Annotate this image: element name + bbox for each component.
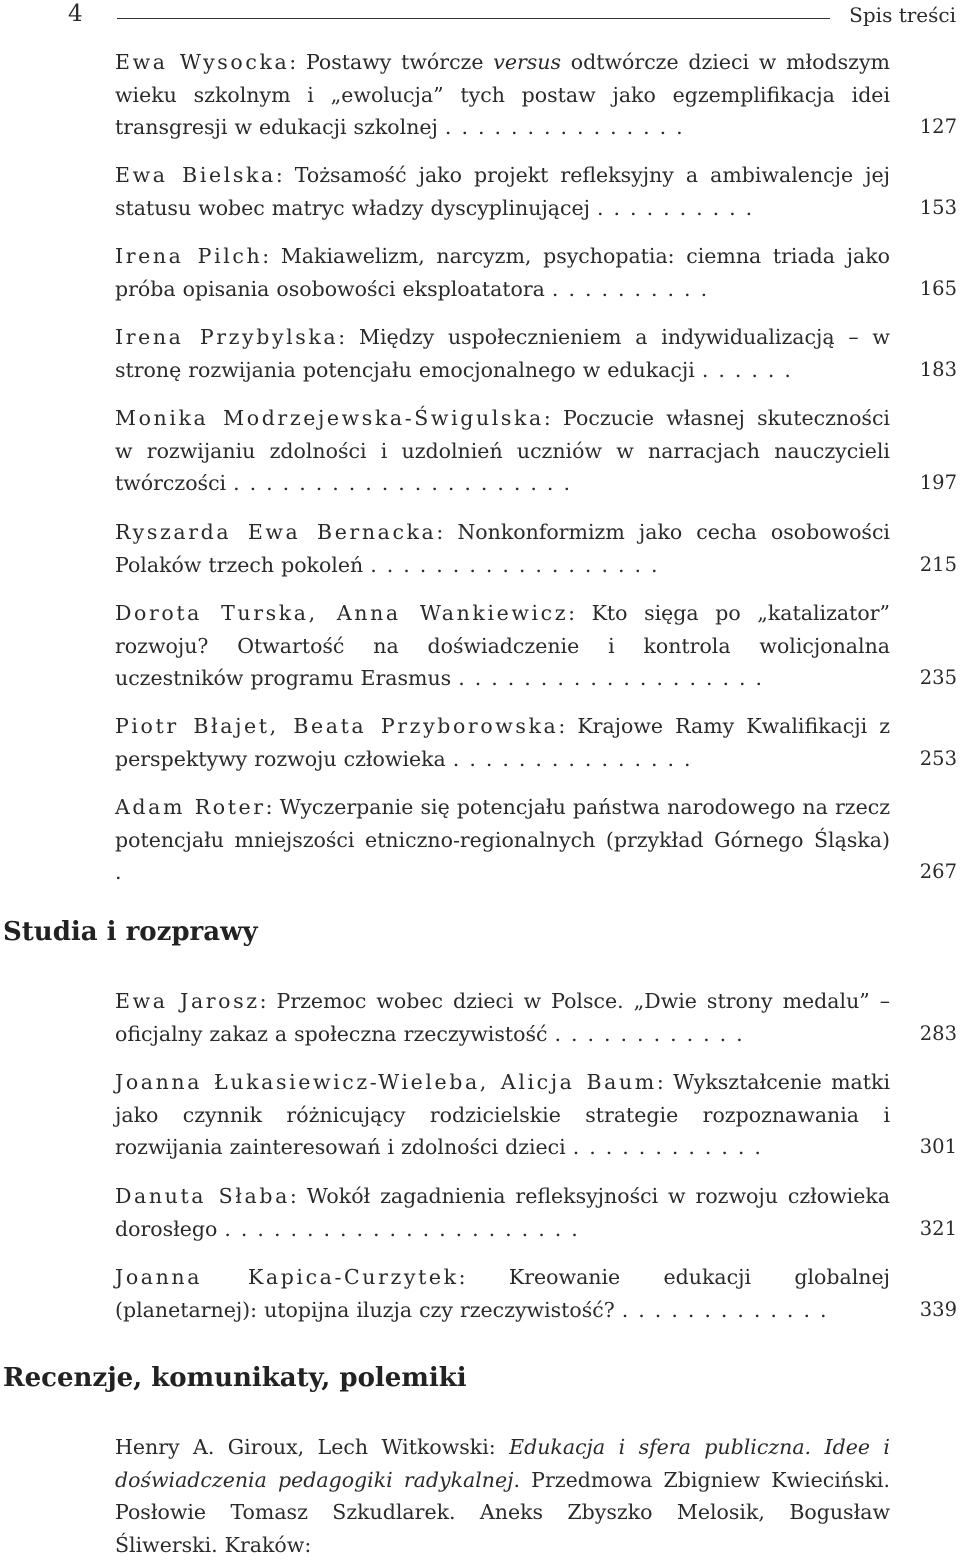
toc-entry xyxy=(115,1180,957,1245)
review-text: Henry A. Giroux, Lech Witkowski: Edukacja i sfera publiczna. Idee i doświadczenia pedagogiki radykalnej. Przedmowa Zbigniew Kwieciński. Posłowie Tomasz Szkudlarek. Aneks Zbyszko Melosik, Bogusław Śliwerski. Kraków: xyxy=(115,1435,890,1557)
toc-entry xyxy=(115,159,957,224)
page-header xyxy=(0,0,960,40)
toc-entry-title: : Przemoc wobec dzieci w Polsce. „Dwie strony medalu” – oficjalny zakaz a społeczna rzeczywistość xyxy=(115,989,890,1046)
toc-entry-title: : Tożsamość jako projekt refleksyjny a ambiwalencje jej statusu wobec matryc władzy dyscyplinującej xyxy=(115,163,890,220)
toc-leader-dots: ............. xyxy=(621,1297,837,1322)
toc-entry-page: 267 xyxy=(919,860,957,883)
toc-entry-text xyxy=(115,1261,890,1326)
toc-entry-authors: Irena Pilch xyxy=(115,244,263,268)
toc-entry-text xyxy=(115,321,890,386)
toc-entry-authors: Ewa Jarosz xyxy=(115,989,260,1013)
toc-leader-dots: ............... xyxy=(452,746,701,771)
toc-entry-authors: Ewa Bielska xyxy=(115,163,276,187)
toc-entry-text xyxy=(115,159,890,224)
toc-entry-authors: Adam Roter xyxy=(115,795,266,819)
toc-entry xyxy=(115,240,957,305)
toc-entry-text xyxy=(115,710,890,775)
toc-entry xyxy=(115,791,957,889)
toc-leader-dots: ............... xyxy=(444,115,693,139)
toc-leader-dots: ................... xyxy=(458,666,773,690)
toc-leader-dots: .......... xyxy=(551,276,718,301)
toc-entry-authors: Danuta Słaba xyxy=(115,1184,290,1208)
toc-entry-page: 253 xyxy=(919,746,957,770)
toc-entry-page: 283 xyxy=(919,1021,957,1045)
toc-entry-title: : Wyczerpanie się potencjału państwa narodowego na rzecz potencjału mniejszości etniczno-regionalnych (przykład Górnego Śląska) xyxy=(115,795,890,852)
toc-entry-text xyxy=(115,46,890,144)
toc-entry-title: : Kreowanie edukacji globalnej (planetarnej): utopijna iluzja czy rzeczywistość? xyxy=(115,1265,890,1322)
toc-entry xyxy=(115,985,957,1050)
toc-entry-text xyxy=(115,402,890,500)
toc-entry-title: : Wykształcenie matki jako czynnik różnicujący rodzicielskie strategie rozpoznawania i rozwijania zainteresowań i zdolności dzieci xyxy=(115,1070,890,1159)
toc-entry-page: 235 xyxy=(919,666,957,689)
toc-entry-text xyxy=(115,1180,890,1245)
toc-entry-authors: Ewa Wysocka xyxy=(115,50,290,74)
page-number: 4 xyxy=(68,1,83,27)
toc-entry xyxy=(115,46,957,144)
review-entry xyxy=(115,1431,957,1561)
toc-entry-page: 339 xyxy=(919,1297,957,1321)
toc-leader-dots: ...... xyxy=(701,357,801,382)
toc-entry-title: : Między uspołecznieniem a indywidualizacją – w stronę rozwijania potencjału emocjonalnego w edukacji xyxy=(115,325,890,382)
toc-entry xyxy=(115,1261,957,1326)
toc-entry xyxy=(115,516,957,581)
toc-entry-text xyxy=(115,516,890,581)
toc-entry-page: 153 xyxy=(919,195,957,219)
toc-entry-text xyxy=(115,791,890,889)
toc-entry-authors: Monika Modrzejewska-Świgulska xyxy=(115,406,544,430)
toc-entry-page: 301 xyxy=(919,1135,957,1158)
header-rule xyxy=(117,18,830,19)
toc-entry-text xyxy=(115,240,890,305)
toc-entry-authors: Piotr Błajet, Beata Przyborowska xyxy=(115,714,559,738)
section-title-recenzje: Recenzje, komunikaty, polemiki xyxy=(3,1363,467,1393)
toc-entry-text xyxy=(115,597,890,695)
toc-entry-title: : Kto sięga po „katalizator” rozwoju? Otwartość na doświadczenie i kontrola wolicjonalna uczestników programu Erasmus xyxy=(115,601,890,690)
toc-entry-page: 321 xyxy=(919,1216,957,1240)
toc-entry-page: 165 xyxy=(919,276,957,300)
toc-entry-title: : Postawy twórcze versus odtwórcze dzieci w młodszym wieku szkolnym i „ewolucja” tych postaw jako egzemplifikacja idei transgresji w edukacji szkolnej xyxy=(115,50,890,139)
toc-leader-dots: ...................... xyxy=(224,1216,588,1241)
toc-leader-dots: ............ xyxy=(554,1021,753,1046)
toc-entry-page: 183 xyxy=(919,357,957,381)
toc-leader-dots: . xyxy=(115,860,132,884)
toc-entry xyxy=(115,402,957,500)
toc-entry-title: : Wokół zagadnienia refleksyjności w rozwoju człowieka dorosłego xyxy=(115,1184,891,1241)
toc-entry-title: : Poczucie własnej skuteczności w rozwijaniu zdolności i uzdolnień uczniów w narracjach nauczycieli twórczości xyxy=(115,406,890,495)
toc-leader-dots: ..................... xyxy=(233,471,580,495)
toc-entry-page: 197 xyxy=(919,471,957,494)
toc-entry-title: : Makiawelizm, narcyzm, psychopatia: ciemna triada jako próba opisania osobowości eksploatatora xyxy=(115,244,890,301)
toc-entry xyxy=(115,710,957,775)
toc-entry xyxy=(115,1066,957,1164)
toc-entry-text xyxy=(115,1066,890,1164)
toc-entry-page: 127 xyxy=(919,115,957,138)
toc-entry-authors: Joanna Kapica-Curzytek xyxy=(115,1265,459,1289)
running-title: Spis treści xyxy=(849,3,956,27)
toc-entry-title: : Nonkonformizm jako cecha osobowości Polaków trzech pokoleń xyxy=(115,520,890,577)
toc-leader-dots: .................. xyxy=(370,552,668,577)
toc-entry-authors: Joanna Łukasiewicz-Wieleba, Alicja Baum xyxy=(115,1070,657,1094)
toc-leader-dots: ............ xyxy=(572,1135,771,1159)
toc-entry xyxy=(115,321,957,386)
toc-entry-page: 215 xyxy=(919,552,957,576)
toc-entry-authors: Ryszarda Ewa Bernacka xyxy=(115,520,437,544)
toc-entry xyxy=(115,597,957,695)
toc-entry-text xyxy=(115,985,890,1050)
toc-entry-authors: Irena Przybylska xyxy=(115,325,339,349)
section-title-studia: Studia i rozprawy xyxy=(3,917,258,947)
toc-leader-dots: .......... xyxy=(597,195,763,220)
toc-entry-authors: Dorota Turska, Anna Wankiewicz xyxy=(115,601,569,625)
toc-entry-title: : Krajowe Ramy Kwalifikacji z perspektywy rozwoju człowieka xyxy=(115,714,891,771)
